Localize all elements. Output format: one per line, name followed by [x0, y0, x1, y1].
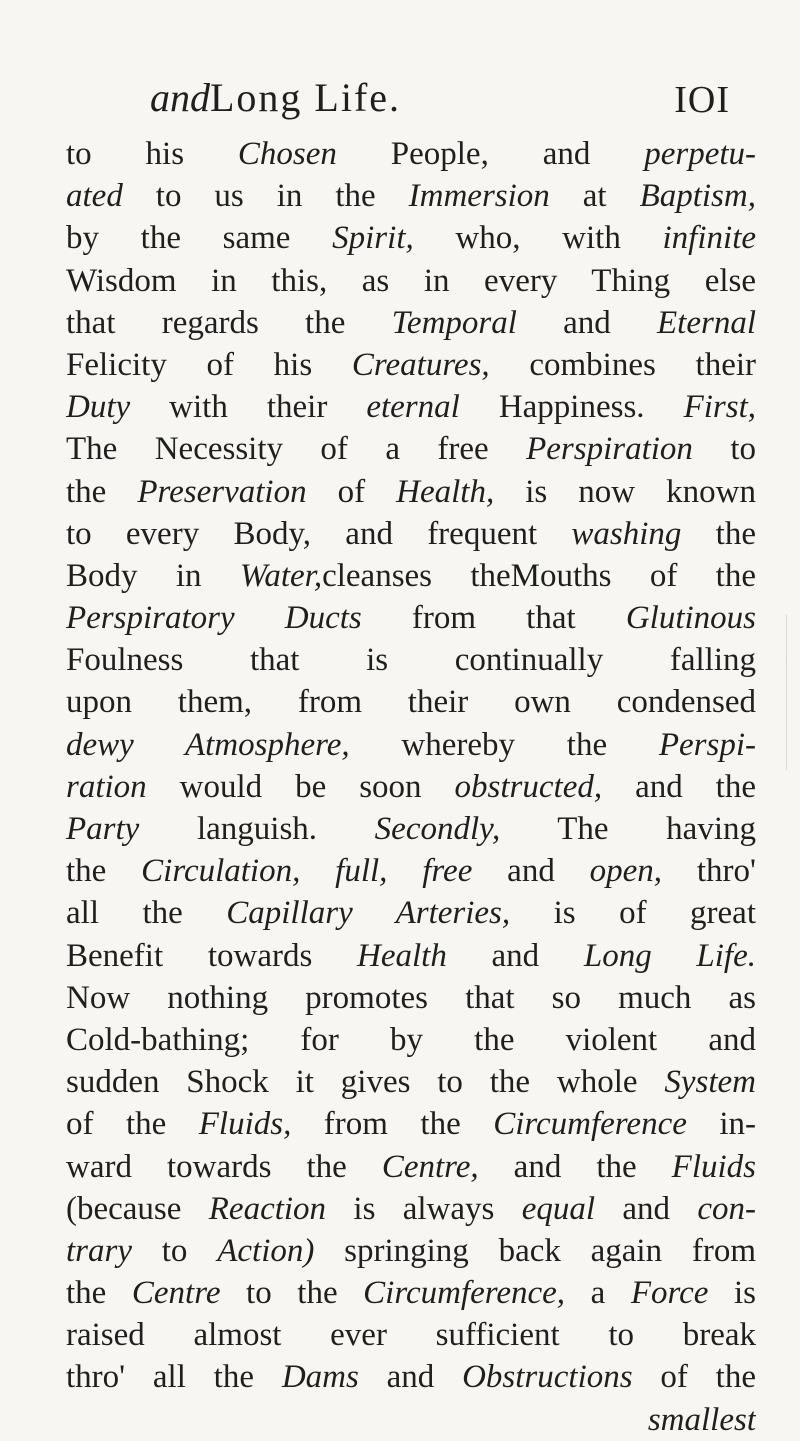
text-segment: Body in [66, 557, 240, 594]
italic-text-segment: perpetu- [644, 136, 756, 172]
text-segment: The Necessity of a free [66, 431, 527, 468]
italic-text-segment: dewy Atmosphere, [66, 726, 350, 763]
text-segment: would be soon [146, 768, 455, 805]
text-segment: to the [220, 1275, 364, 1312]
running-title [150, 76, 401, 120]
italic-text-segment: Dams [281, 1359, 359, 1396]
text-line [66, 1230, 756, 1272]
text-segment: Cold-bathing; for by the violent and [66, 1021, 756, 1058]
text-segment: Foulness that is continually falling [66, 642, 756, 679]
text-segment: that regards the [66, 304, 392, 341]
text-segment: the [66, 853, 142, 890]
text-segment: to [132, 1232, 218, 1269]
italic-text-segment: Obstructions [462, 1359, 633, 1396]
italic-text-segment: Circulation, full, free [141, 853, 473, 890]
text-segment: and [446, 937, 584, 974]
text-segment: combines their [489, 346, 756, 383]
italic-text-segment: smallest [647, 1401, 756, 1438]
text-line [66, 935, 756, 977]
text-segment: a [565, 1275, 631, 1312]
text-segment: to [692, 431, 756, 468]
italic-text-segment: Party [66, 811, 140, 847]
text-segment: Happiness. [459, 389, 684, 426]
text-line [66, 977, 756, 1019]
text-segment: People, and [336, 136, 645, 172]
text-segment: by the same [66, 220, 333, 257]
text-line [66, 724, 756, 766]
text-line [66, 1314, 756, 1356]
text-segment: and the [602, 768, 756, 805]
italic-text-segment: obstructed, [454, 768, 603, 805]
italic-text-segment: ated [66, 178, 123, 215]
italic-text-segment: Perspiration [526, 431, 693, 468]
text-line [66, 892, 756, 934]
italic-text-segment: Centre [131, 1275, 221, 1312]
text-segment: Wisdom in this, as in every Thing else [66, 262, 756, 299]
text-segment: the [681, 515, 756, 552]
italic-text-segment: Duty [66, 389, 131, 426]
text-segment: upon them, from their own condensed [66, 684, 756, 721]
text-line [66, 344, 756, 386]
text-segment: thro' [662, 853, 756, 890]
text-line [66, 850, 756, 892]
text-line [66, 1146, 756, 1188]
text-line [66, 1356, 756, 1398]
text-segment: is now known [494, 473, 756, 510]
text-line [66, 597, 756, 639]
text-segment: thro' all the [66, 1359, 282, 1396]
text-line [66, 133, 756, 175]
text-segment: Felicity of his [66, 346, 352, 383]
text-line [66, 1399, 756, 1441]
text-segment: and the [478, 1148, 672, 1185]
italic-text-segment: Long Life. [583, 937, 756, 974]
text-segment: Now nothing promotes that so much as [66, 979, 756, 1016]
italic-text-segment: Immersion [408, 178, 550, 215]
text-segment: is of great [510, 895, 756, 932]
text-segment: to his [66, 136, 238, 172]
text-segment: and [472, 853, 590, 890]
italic-text-segment: Reaction [208, 1190, 327, 1227]
text-segment: cleanses theMouths of the [322, 557, 756, 594]
italic-text-segment: infinite [662, 220, 756, 257]
text-line [66, 766, 756, 808]
text-line [66, 555, 756, 597]
italic-text-segment: Perspiratory Ducts [66, 600, 362, 637]
italic-text-segment: Creatures, [351, 346, 490, 383]
text-segment: ward towards the [66, 1148, 382, 1185]
text-segment: and [595, 1190, 698, 1227]
text-line [66, 513, 756, 555]
text-line [66, 260, 756, 302]
text-segment: whereby the [349, 726, 659, 763]
text-segment: the [66, 473, 138, 510]
text-segment: and [516, 304, 658, 341]
italic-text-segment: Fluids [671, 1148, 756, 1185]
italic-text-segment: washing [571, 515, 682, 552]
header-title-text: Long Life. [210, 75, 402, 120]
italic-text-segment: Baptism, [639, 178, 756, 215]
italic-text-segment: System [664, 1064, 756, 1101]
text-line [66, 1188, 756, 1230]
text-segment: at [549, 178, 640, 215]
italic-text-segment: Eternal [657, 304, 756, 341]
text-line [66, 471, 756, 513]
text-line [66, 1019, 756, 1061]
italic-text-segment: Fluids, [198, 1106, 292, 1143]
italic-text-segment: Capillary Arteries, [226, 895, 511, 932]
text-segment: (because [66, 1190, 209, 1227]
text-segment: from the [291, 1106, 494, 1143]
text-segment: all the [66, 895, 227, 932]
text-line [66, 217, 756, 259]
page-edge-mark [786, 660, 791, 770]
text-segment: of [306, 473, 397, 510]
italic-text-segment: Circumference, [363, 1275, 566, 1312]
italic-text-segment: Temporal [391, 304, 517, 341]
text-line [66, 1272, 756, 1314]
body-text [66, 133, 756, 1441]
text-segment: The having [500, 811, 756, 847]
text-line [66, 639, 756, 681]
italic-text-segment: Force [630, 1275, 709, 1312]
italic-text-segment: Glutinous [625, 600, 756, 637]
italic-text-segment: eternal [366, 389, 460, 426]
italic-text-segment: Perspi- [658, 726, 756, 763]
text-segment: languish. [139, 811, 375, 847]
header-and-word: and [150, 75, 210, 120]
page-number: IOI [674, 79, 730, 121]
italic-text-segment: ration [66, 768, 147, 805]
italic-text-segment: Water, [239, 557, 323, 594]
italic-text-segment: Circumference [493, 1106, 687, 1143]
italic-text-segment: con- [697, 1190, 756, 1227]
text-segment: sudden Shock it gives to the whole [66, 1064, 665, 1101]
text-segment: of the [66, 1106, 199, 1143]
italic-text-segment: Secondly, [374, 811, 501, 847]
italic-text-segment: Spirit, [332, 220, 414, 257]
text-segment: springing back again from [314, 1232, 756, 1269]
text-line [66, 1103, 756, 1145]
italic-text-segment: Health [357, 937, 447, 974]
italic-text-segment: Action) [217, 1232, 315, 1269]
italic-text-segment: equal [521, 1190, 596, 1227]
italic-text-segment: Chosen [237, 136, 337, 172]
text-segment: who, with [413, 220, 663, 257]
text-segment: to us in the [122, 178, 409, 215]
italic-text-segment: Centre, [381, 1148, 479, 1185]
text-segment: the [66, 1275, 132, 1312]
text-segment: of the [632, 1359, 756, 1396]
text-segment: raised almost ever sufficient to break [66, 1317, 756, 1354]
text-segment: in- [686, 1106, 756, 1143]
text-line [66, 428, 756, 470]
italic-text-segment: trary [66, 1232, 132, 1269]
page-edge-mark [786, 615, 791, 663]
text-segment: to every Body, and frequent [66, 515, 572, 552]
text-line [66, 681, 756, 723]
text-line [66, 808, 756, 850]
running-header [150, 76, 770, 120]
text-segment: Benefit towards [66, 937, 357, 974]
text-segment: is always [326, 1190, 522, 1227]
italic-text-segment: open, [589, 853, 663, 890]
italic-text-segment: Preservation [137, 473, 307, 510]
text-line [66, 302, 756, 344]
text-line [66, 1061, 756, 1103]
italic-text-segment: Health, [396, 473, 495, 510]
text-segment: from that [361, 600, 626, 637]
text-line [66, 175, 756, 217]
italic-text-segment: First, [683, 389, 756, 426]
text-segment: with their [130, 389, 367, 426]
text-line [66, 386, 756, 428]
text-segment: and [358, 1359, 463, 1396]
text-segment: is [708, 1275, 756, 1312]
